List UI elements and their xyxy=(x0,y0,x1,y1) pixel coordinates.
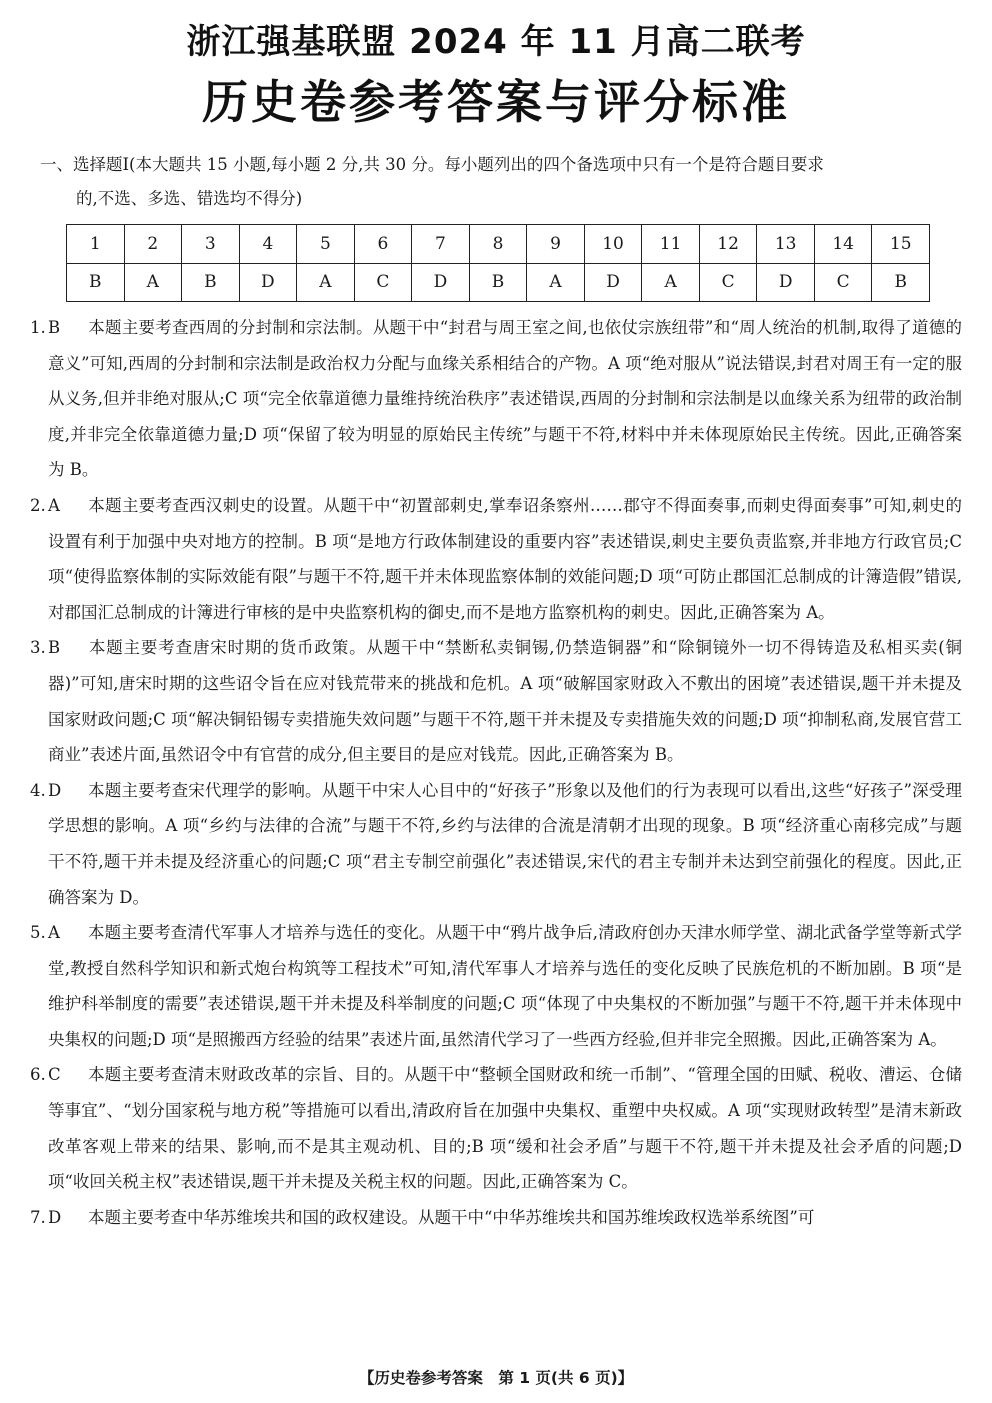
question-number-cell: 11 xyxy=(642,225,700,264)
item-number: 6. xyxy=(30,1065,46,1085)
answer-letter-cell: A xyxy=(642,263,700,302)
explanation-item xyxy=(30,1200,962,1236)
question-number-cell: 1 xyxy=(67,225,125,264)
answer-letter-cell: C xyxy=(354,263,412,302)
question-number-cell: 8 xyxy=(469,225,527,264)
section-instructions xyxy=(40,148,952,216)
item-explanation-text: 本题主要考查西周的分封制和宗法制。从题干中“封君与周王室之间,也依仗宗族纽带”和“周人统治的机制,取得了道德的意义”可知,西周的分封制和宗法制是政治权力分配与血缘关系相结合的产物。A 项“绝对服从”说法错误,封君对周王有一定的服从义务,但并非绝对服从;C 项“完全依靠道德力量维持统治秩序”表述错误,西周的分封制和宗法制是以血缘关系为纽带的政治制度,并非完全依靠道德力量;D 项“保留了较为明显的原始民主传统”与题干不符,材料中并未体现原始民主传统。因此,正确答案为 B。 xyxy=(48,318,962,480)
section-intro-line1: 一、选择题Ⅰ(本大题共 15 小题,每小题 2 分,共 30 分。每小题列出的四个备选项中只有一个是符合题目要求 xyxy=(40,155,824,174)
question-number-cell: 7 xyxy=(412,225,470,264)
item-explanation-text: 本题主要考查清末财政改革的宗旨、目的。从题干中“整顿全国财政和统一币制”、“管理全国的田赋、税收、漕运、仓储等事宜”、“划分国家税与地方税”等措施可以看出,清政府旨在加强中央集权、重塑中央权威。A 项“实现财政转型”是清末新政改革客观上带来的结果、影响,而不是其主观动机、目的;B 项“缓和社会矛盾”与题干不符,题干并未提及社会矛盾的问题;D 项“收回关税主权”表述错误,题干并未提及关税主权的问题。因此,正确答案为 C。 xyxy=(48,1065,962,1192)
explanation-item xyxy=(30,915,962,1057)
item-number: 5. xyxy=(30,923,46,943)
item-explanation-text: 本题主要考查唐宋时期的货币政策。从题干中“禁断私卖铜锡,仍禁造铜器”和“除铜镜外一切不得铸造及私相买卖(铜器)”可知,唐宋时期的这些诏令旨在应对钱荒带来的挑战和危机。A 项“破解国家财政入不敷出的困境”表述错误,题干并未提及国家财政问题;C 项“解决铜铅锡专卖措施失效问题”与题干不符,题干并未提及专卖措施失效的问题;D 项“抑制私商,发展官营工商业”表述片面,虽然诏令中有官营的成分,但主要目的是应对钱荒。因此,正确答案为 B。 xyxy=(48,638,962,765)
question-number-cell: 5 xyxy=(297,225,355,264)
explanation-item xyxy=(30,1057,962,1199)
explanation-item xyxy=(30,488,962,630)
item-number: 7. xyxy=(30,1207,46,1227)
explanation-item xyxy=(30,773,962,915)
item-number: 4. xyxy=(30,780,46,800)
question-number-cell: 13 xyxy=(757,225,815,264)
item-answer-letter: B xyxy=(48,638,61,658)
answer-letter-cell: D xyxy=(412,263,470,302)
answer-letter-cell: D xyxy=(757,263,815,302)
question-number-cell: 14 xyxy=(814,225,872,264)
item-number: 1. xyxy=(30,318,46,337)
question-number-cell: 2 xyxy=(124,225,182,264)
answer-letter-cell: D xyxy=(584,263,642,302)
item-answer-letter: D xyxy=(48,780,62,800)
answer-letter-cell: A xyxy=(297,263,355,302)
item-answer-letter: D xyxy=(48,1207,62,1227)
section-intro-line2: 的,不选、多选、错选均不得分) xyxy=(76,189,303,208)
item-answer-letter: B xyxy=(48,318,61,337)
question-number-cell: 15 xyxy=(872,225,930,264)
answer-letter-cell: A xyxy=(124,263,182,302)
question-number-cell: 10 xyxy=(584,225,642,264)
answer-letter-cell: D xyxy=(239,263,297,302)
answer-letter-cell: B xyxy=(182,263,240,302)
item-answer-letter: C xyxy=(48,1065,61,1085)
explanation-item xyxy=(30,310,962,488)
item-explanation-text: 本题主要考查中华苏维埃共和国的政权建设。从题干中“中华苏维埃共和国苏维埃政权选举系统图”可 xyxy=(88,1207,815,1227)
answer-letter-cell: C xyxy=(814,263,872,302)
answer-letter-cell: C xyxy=(699,263,757,302)
explanations xyxy=(30,310,962,1235)
page-footer: 【历史卷参考答案 第 1 页(共 6 页)】 xyxy=(358,1369,634,1387)
answer-letter-cell: B xyxy=(67,263,125,302)
question-number-row xyxy=(67,225,930,264)
item-number: 3. xyxy=(30,638,46,658)
answer-letter-cell: B xyxy=(469,263,527,302)
question-number-cell: 9 xyxy=(527,225,585,264)
exam-title: 浙江强基联盟 2024 年 11 月高二联考 xyxy=(186,22,806,62)
item-explanation-text: 本题主要考查宋代理学的影响。从题干中宋人心目中的“好孩子”形象以及他们的行为表现可以看出,这些“好孩子”深受理学思想的影响。A 项“乡约与法律的合流”与题干不符,乡约与法律的合流是清朝才出现的现象。B 项“经济重心南移完成”与题干不符,题干并未提及经济重心的问题;C 项“君主专制空前强化”表述错误,宋代的君主专制并未达到空前强化的程度。因此,正确答案为 D。 xyxy=(48,780,962,907)
question-number-cell: 12 xyxy=(699,225,757,264)
item-answer-letter: A xyxy=(48,923,60,943)
item-number: 2. xyxy=(30,495,46,515)
item-explanation-text: 本题主要考查清代军事人才培养与选任的变化。从题干中“鸦片战争后,清政府创办天津水师学堂、湖北武备学堂等新式学堂,教授自然科学知识和新式炮台构筑等工程技术”可知,清代军事人才培养与选任的变化反映了民族危机的不断加剧。B 项“是维护科举制度的需要”表述错误,题干并未提及科举制度的问题;C 项“体现了中央集权的不断加强”与题干不符,题干并未体现中央集权的问题;D 项“是照搬西方经验的结果”表述片面,虽然清代学习了一些西方经验,但并非完全照搬。因此,正确答案为 A。 xyxy=(48,923,962,1049)
question-number-cell: 3 xyxy=(182,225,240,264)
document-title: 历史卷参考答案与评分标准 xyxy=(202,75,790,129)
item-answer-letter: A xyxy=(48,495,60,515)
question-number-cell: 4 xyxy=(239,225,297,264)
answer-letter-cell: B xyxy=(872,263,930,302)
answer-letter-cell: A xyxy=(527,263,585,302)
answer-table xyxy=(66,224,930,302)
question-number-cell: 6 xyxy=(354,225,412,264)
explanation-item xyxy=(30,630,962,772)
item-explanation-text: 本题主要考查西汉刺史的设置。从题干中“初置部刺史,掌奉诏条察州……郡守不得面奏事,而刺史得面奏事”可知,刺史的设置有利于加强中央对地方的控制。B 项“是地方行政体制建设的重要内容”表述错误,刺史主要负责监察,并非地方行政官员;C 项“使得监察体制的实际效能有限”与题干不符,题干并未体现监察体制的效能问题;D 项“可防止郡国汇总制成的计簿造假”错误,对郡国汇总制成的计簿进行审核的是中央监察机构的御史,而不是地方监察机构的刺史。因此,正确答案为 A。 xyxy=(48,495,962,622)
answer-letter-row xyxy=(67,263,930,302)
